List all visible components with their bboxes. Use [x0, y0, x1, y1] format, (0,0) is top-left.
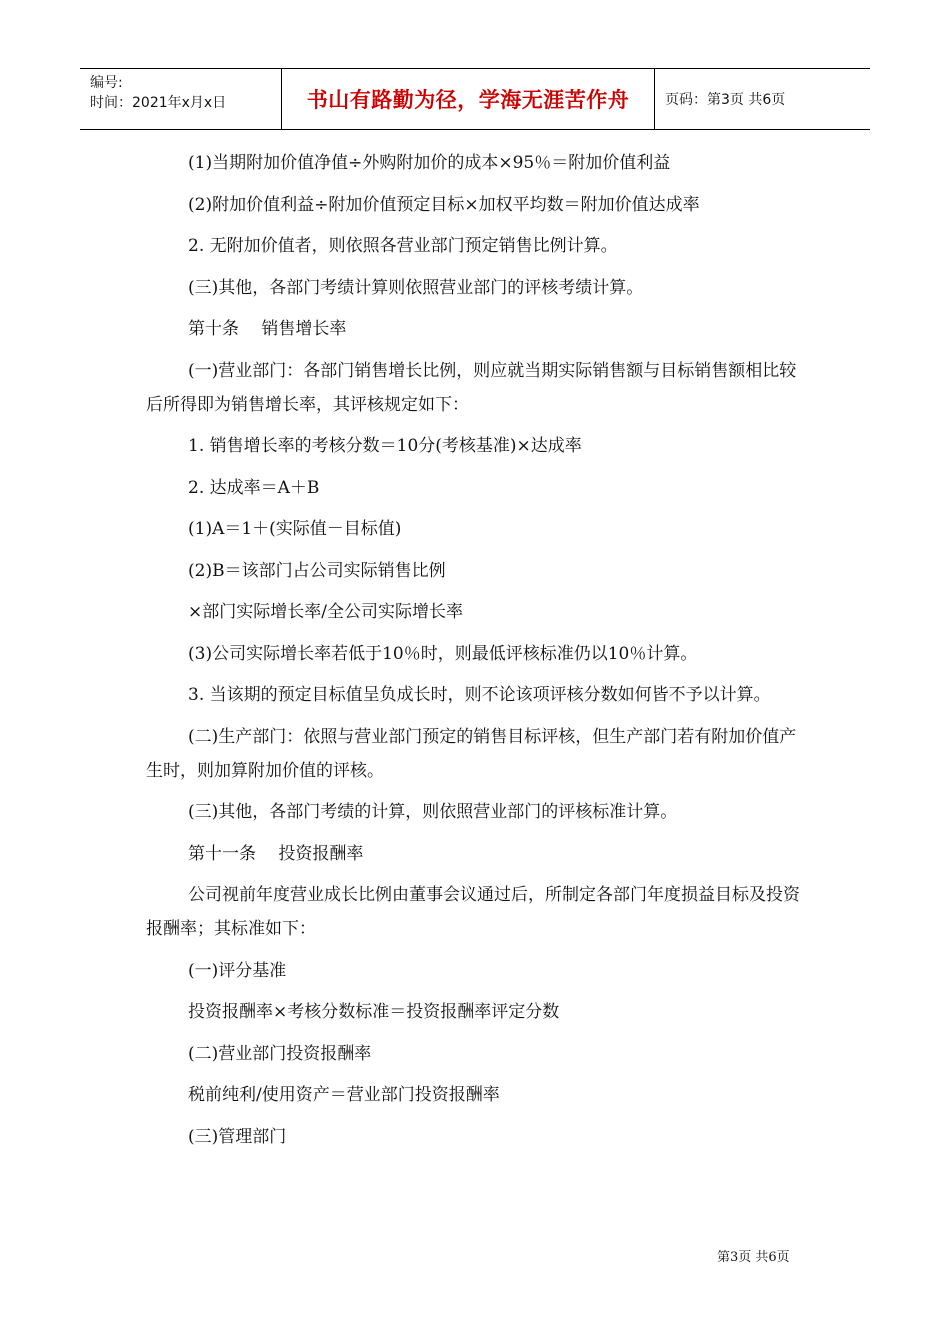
paragraph: 税前纯利/使用资产＝营业部门投资报酬率 [188, 1085, 500, 1105]
header-motto-cell [282, 69, 655, 129]
header-page-info: 页码：第3页 共6页 [665, 92, 786, 108]
header-page-info-cell [655, 69, 870, 129]
footer-page-number: 第3页 共6页 [717, 1250, 790, 1265]
page-footer [717, 1246, 790, 1265]
paragraph: (一)评分基准 [188, 960, 287, 981]
paragraph: (1)A＝1＋(实际值－目标值) [188, 519, 402, 539]
paragraph: 2. 无附加价值者，则依照各营业部门预定销售比例计算。 [188, 236, 618, 256]
paragraph: (三)其他，各部门考绩的计算，则依照营业部门的评核标准计算。 [188, 802, 678, 822]
paragraph: 3. 当该期的预定目标值呈负成长时，则不论该项评核分数如何皆不予以计算。 [188, 685, 771, 705]
page-header [80, 68, 870, 130]
paragraph: 2. 达成率＝A＋B [188, 477, 320, 498]
header-meta [80, 69, 282, 129]
paragraph: (二)营业部门投资报酬率 [188, 1043, 372, 1064]
section-heading: 第十条 销售增长率 [188, 319, 347, 339]
header-motto: 书山有路勤为径，学海无涯苦作舟 [306, 88, 630, 112]
paragraph: 投资报酬率×考核分数标准＝投资报酬率评定分数 [188, 1002, 560, 1022]
paragraph: (三)其他，各部门考绩计算则依照营业部门的评核考绩计算。 [188, 277, 644, 298]
paragraph: (二)生产部门：依照与营业部门预定的销售目标评核，但生产部门若有附加价值产生时，则加算附加价值的评核。 [146, 726, 797, 781]
paragraph: (三)管理部门 [188, 1126, 287, 1147]
document-date-label: 时间：2021年x月x日 [90, 95, 227, 111]
section-heading: 第十一条 投资报酬率 [188, 843, 364, 864]
paragraph: (1)当期附加价值净值÷外购附加价的成本×95％＝附加价值利益 [188, 153, 671, 173]
paragraph: (一)营业部门：各部门销售增长比例，则应就当期实际销售额与目标销售额相比较后所得即为销售增长率，其评核规定如下： [146, 360, 797, 415]
paragraph: 公司视前年度营业成长比例由董事会议通过后，所制定各部门年度损益目标及投资报酬率；其标准如下： [146, 885, 800, 939]
paragraph: 1. 销售增长率的考核分数＝10分(考核基准)×达成率 [188, 436, 582, 456]
paragraph: (2)附加价值利益÷附加价值预定目标×加权平均数＝附加价值达成率 [188, 194, 700, 215]
paragraph: ×部门实际增长率/全公司实际增长率 [188, 602, 463, 622]
paragraph: (3)公司实际增长率若低于10％时，则最低评核标准仍以10％计算。 [188, 643, 698, 664]
document-number-label: 编号: [90, 75, 123, 91]
paragraph: (2)B＝该部门占公司实际销售比例 [188, 560, 446, 581]
document-body [146, 146, 810, 1161]
